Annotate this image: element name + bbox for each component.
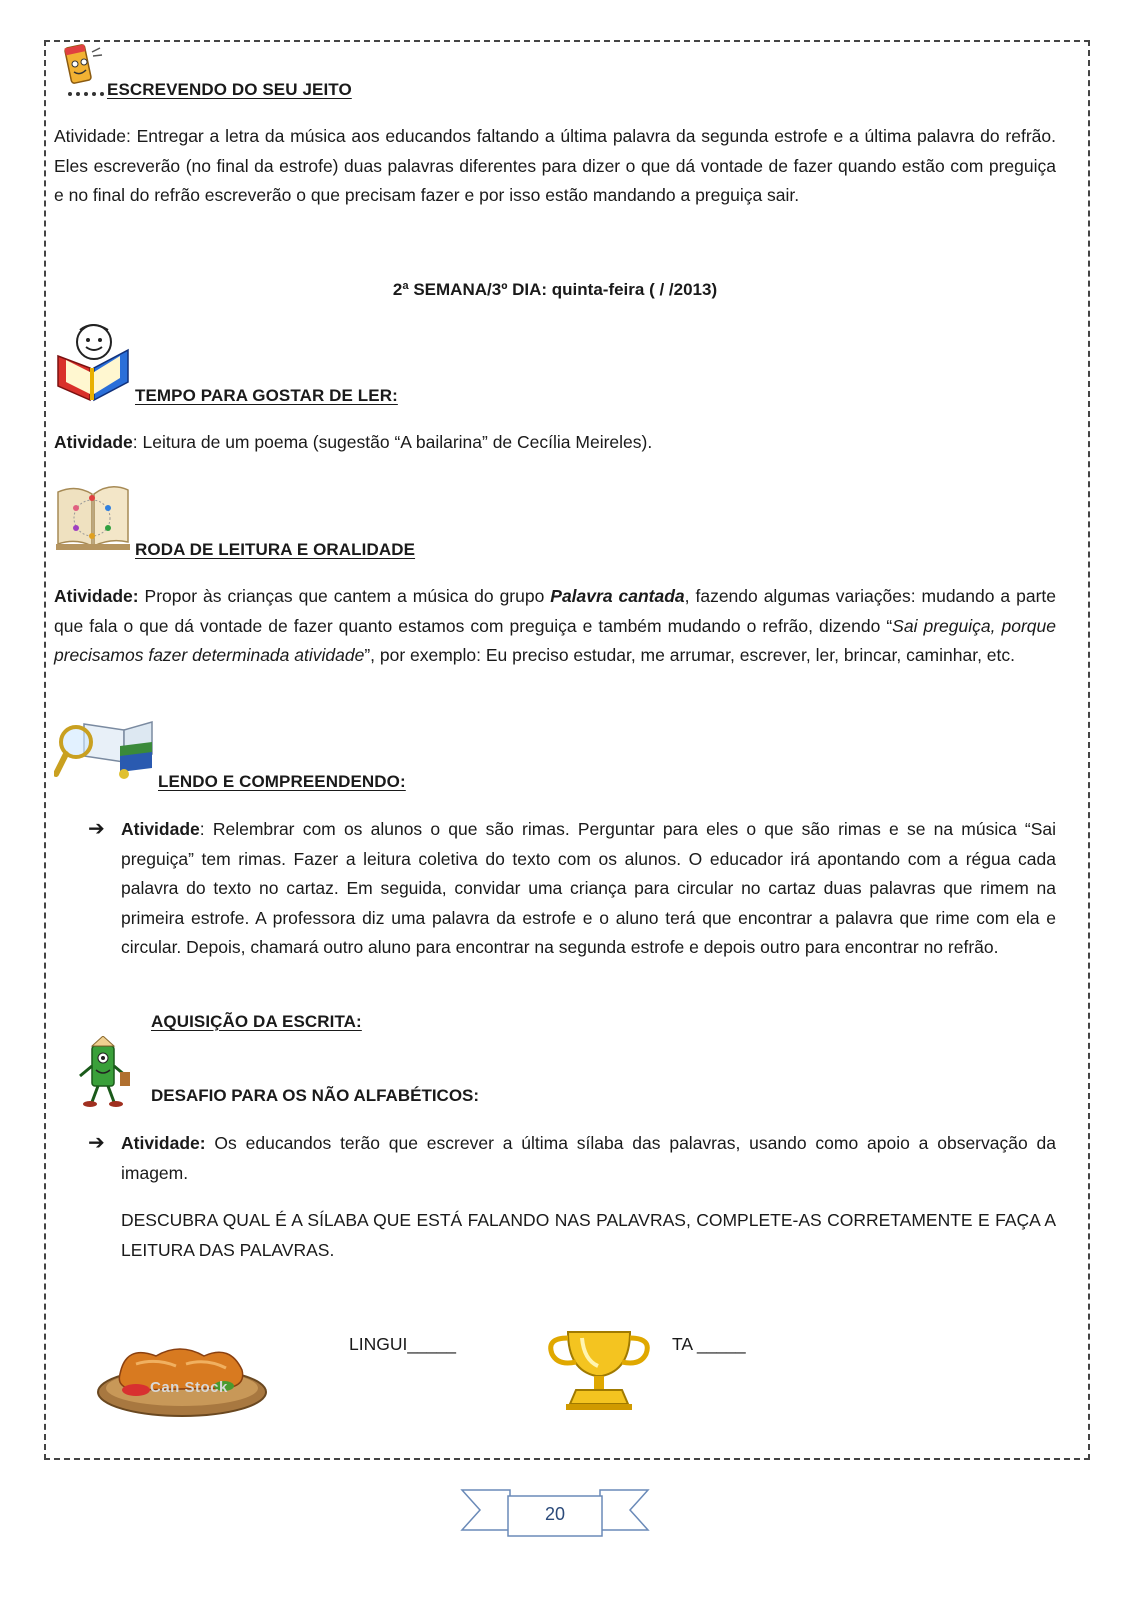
text-roda-1: Propor às crianças que cantem a música do grupo [138,586,551,606]
paragraph-tempo [54,428,1056,458]
trophy-image [538,1326,660,1412]
group-name: Palavra cantada [550,586,685,606]
paragraph-roda [54,582,1056,671]
open-book-icon [52,320,134,402]
paragraph-desafio [121,1129,1056,1188]
label-atividade: Atividade: [54,586,139,606]
page-number: 20 [544,1504,566,1524]
text-roda-2: , fazendo algumas variações: mudando a parte que fala o que dá vontade de fazer quanto estamos com preguiça e também mudando o refrão, dizendo “ [54,586,1057,636]
reading-circle-icon [54,478,132,554]
instruction-text: DESCUBRA QUAL É A SÍLABA QUE ESTÁ FALANDO NAS PALAVRAS, COMPLETE-AS CORRETAMENTE E FAÇA A LEITURA DAS PALAVRAS. [121,1210,1056,1260]
word-ta: TA _____ [672,1334,746,1354]
label-atividade: Atividade: [121,1133,206,1153]
pencil-character-icon [76,1036,134,1108]
pencil-icon [56,42,108,100]
heading-roda: RODA DE LEITURA E ORALIDADE [135,540,416,559]
word-lingui: LINGUI_____ [349,1334,457,1354]
heading-aquisicao: AQUISIÇÃO DA ESCRITA: [151,1012,362,1031]
heading-tempo: TEMPO PARA GOSTAR DE LER: [135,386,398,405]
magnifier-book-icon [54,716,156,782]
arrow-bullet-icon: ➔ [88,818,105,840]
text-tempo: : Leitura de um poema (sugestão “A bailarina” de Cecília Meireles). [132,432,653,452]
paragraph-lendo [121,815,1056,963]
text-roda-3: ”, por exemplo: Eu preciso estudar, me arrumar, escrever, ler, brincar, caminhar, etc. [364,645,1016,665]
text-desafio: Os educandos terão que escrever a última sílaba das palavras, usando como apoio a observação da imagem. [121,1133,1056,1183]
day-title: 2ª SEMANA/3º DIA: quinta-feira ( / /2013) [392,280,718,299]
quote-sai-preguica: Sai preguiça, porque precisamos fazer determinada atividade [54,615,1057,665]
watermark-text: Can Stock [150,1379,228,1396]
label-atividade: Atividade [121,819,200,839]
heading-lendo: LENDO E COMPREENDENDO: [158,772,406,791]
arrow-bullet-icon: ➔ [88,1132,105,1154]
subheading-desafio: DESAFIO PARA OS NÃO ALFABÉTICOS: [151,1086,480,1105]
label-atividade: Atividade [54,432,133,452]
text-lendo: : Relembrar com os alunos o que são rimas. Perguntar para eles o que são rimas e se na música “Sai preguiça” tem rimas. Fazer a leitura coletiva do texto com os alunos. O educador irá apontando com a régua cada palavra do texto no cartaz. Em seguida, convidar uma criança para circular no cartaz duas palavras que rimem na primeira estrofe. A professora diz uma palavra da estrofe e o aluno terá que encontrar a palavra que rime com ela e circular. Depois, chamará outro aluno para encontrar na segunda estrofe e depois outro para encontrar no refrão. [121,819,1056,957]
sausage-plate-image [96,1334,268,1420]
paragraph-escrevendo: Atividade: Entregar a letra da música aos educandos faltando a última palavra da segunda estrofe e a última palavra do refrão. Eles escreverão (no final da estrofe) duas palavras diferentes para dizer o que dá vontade de fazer quando estão com preguiça e no final do refrão escreverão o que precisam fazer e por isso estão mandando a preguiça sair. [54,126,1056,205]
heading-escrevendo: ESCREVENDO DO SEU JEITO [107,80,352,99]
